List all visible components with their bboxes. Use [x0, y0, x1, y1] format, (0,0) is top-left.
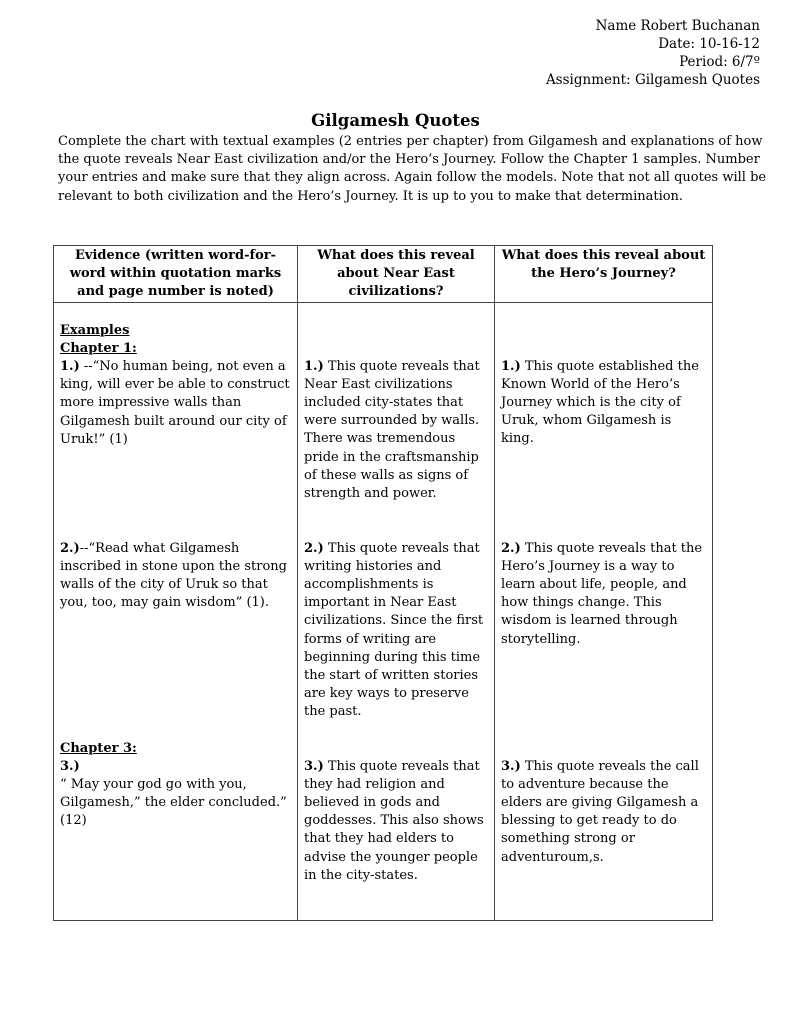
entry-number: 1.) — [304, 358, 324, 374]
heros-journey-text-1: This quote established the Known World of the Hero’s Journey which is the city of Uruk, whom Gilgamesh is king. — [501, 358, 699, 447]
entry-number: 1.) — [60, 359, 80, 375]
heros-journey-cell — [495, 302, 713, 920]
near-east-entry-3 — [304, 758, 488, 885]
class-period: Period: 6/7º — [679, 54, 760, 70]
examples-heading-block — [60, 322, 291, 449]
evidence-quote-2: --“Read what Gilgamesh inscribed in stone upon the strong walls of the city of Uruk so that you, too, may gain wisdom” (1). — [60, 540, 287, 611]
near-east-text-3: This quote reveals that they had religion and believed in gods and goddesses. This also shows that they had elders to advise the younger people in the city-states. — [304, 758, 484, 883]
table-row — [54, 302, 713, 920]
heros-journey-entry-2 — [501, 540, 706, 649]
examples-label: Examples — [60, 322, 130, 338]
evidence-entry-1 — [60, 359, 290, 447]
entry-number: 2.) — [60, 540, 80, 556]
near-east-entry-1 — [304, 358, 488, 504]
evidence-quote-3: “ May your god go with you, Gilgamesh,” the elder concluded.” (12) — [60, 777, 287, 829]
entry-number: 2.) — [501, 540, 521, 556]
evidence-cell — [54, 302, 298, 920]
heros-journey-text-2: This quote reveals that the Hero’s Journey is a way to learn about life, people, and how things change. This wisdom is learned through storytelling. — [501, 540, 703, 647]
evidence-column-header: Evidence (written word-for-word within quotation marks and page number is noted) — [54, 246, 298, 303]
instructions-paragraph: Complete the chart with textual examples (2 entries per chapter) from Gilgamesh and explanations of how the quote reveals Near East civilization and/or the Hero’s Journey. Follow the Chapter 1 samples. Number your entries and make sure that they align across. Again follow the models. Note that not all quotes will be relevant to both civilization and the Hero’s Journey. It is up to you to make that determination. — [58, 134, 767, 204]
near-east-cell — [298, 302, 495, 920]
student-name: Name Robert Buchanan — [595, 18, 760, 34]
near-east-text-2: This quote reveals that writing histories and accomplishments is important in Near East civilizations. Since the first forms of writing are beginning during this time the start of written stories are key ways to preserve the past. — [304, 540, 484, 720]
assignment-date: Date: 10-16-12 — [658, 36, 760, 52]
near-east-column-header: What does this reveal about Near East civilizations? — [298, 246, 495, 303]
document-title: Gilgamesh Quotes — [311, 111, 480, 130]
chapter-3-block — [60, 740, 291, 831]
heros-journey-entry-3 — [501, 758, 706, 867]
assignment-name: Assignment: Gilgamesh Quotes — [545, 72, 760, 88]
heros-journey-text-3: This quote reveals the call to adventure because the elders are giving Gilgamesh a blessing to get ready to do something strong or adventuroum,s. — [501, 758, 699, 865]
chapter-3-label: Chapter 3: — [60, 740, 137, 756]
heros-journey-entry-1 — [501, 358, 706, 449]
entry-number: 2.) — [304, 540, 324, 556]
near-east-entry-2 — [304, 540, 488, 722]
heros-journey-column-header: What does this reveal about the Hero’s Journey? — [495, 246, 713, 303]
student-header — [546, 17, 760, 89]
quotes-table — [53, 245, 713, 921]
entry-number: 3.) — [60, 758, 80, 774]
evidence-entry-2 — [60, 540, 291, 613]
entry-number: 1.) — [501, 358, 521, 374]
near-east-text-1: This quote reveals that Near East civilizations included city-states that were surrounded by walls. There was tremendous pride in the craftsmanship of these walls as signs of strength and power. — [304, 358, 480, 502]
entry-number: 3.) — [304, 758, 324, 774]
chapter-1-label: Chapter 1: — [60, 340, 137, 356]
entry-number: 3.) — [501, 758, 521, 774]
evidence-quote-1: --“No human being, not even a king, will ever be able to construct more impressive walls than Gilgamesh built around our city of Uruk!” (1) — [60, 359, 290, 447]
table-header-row — [54, 246, 713, 303]
